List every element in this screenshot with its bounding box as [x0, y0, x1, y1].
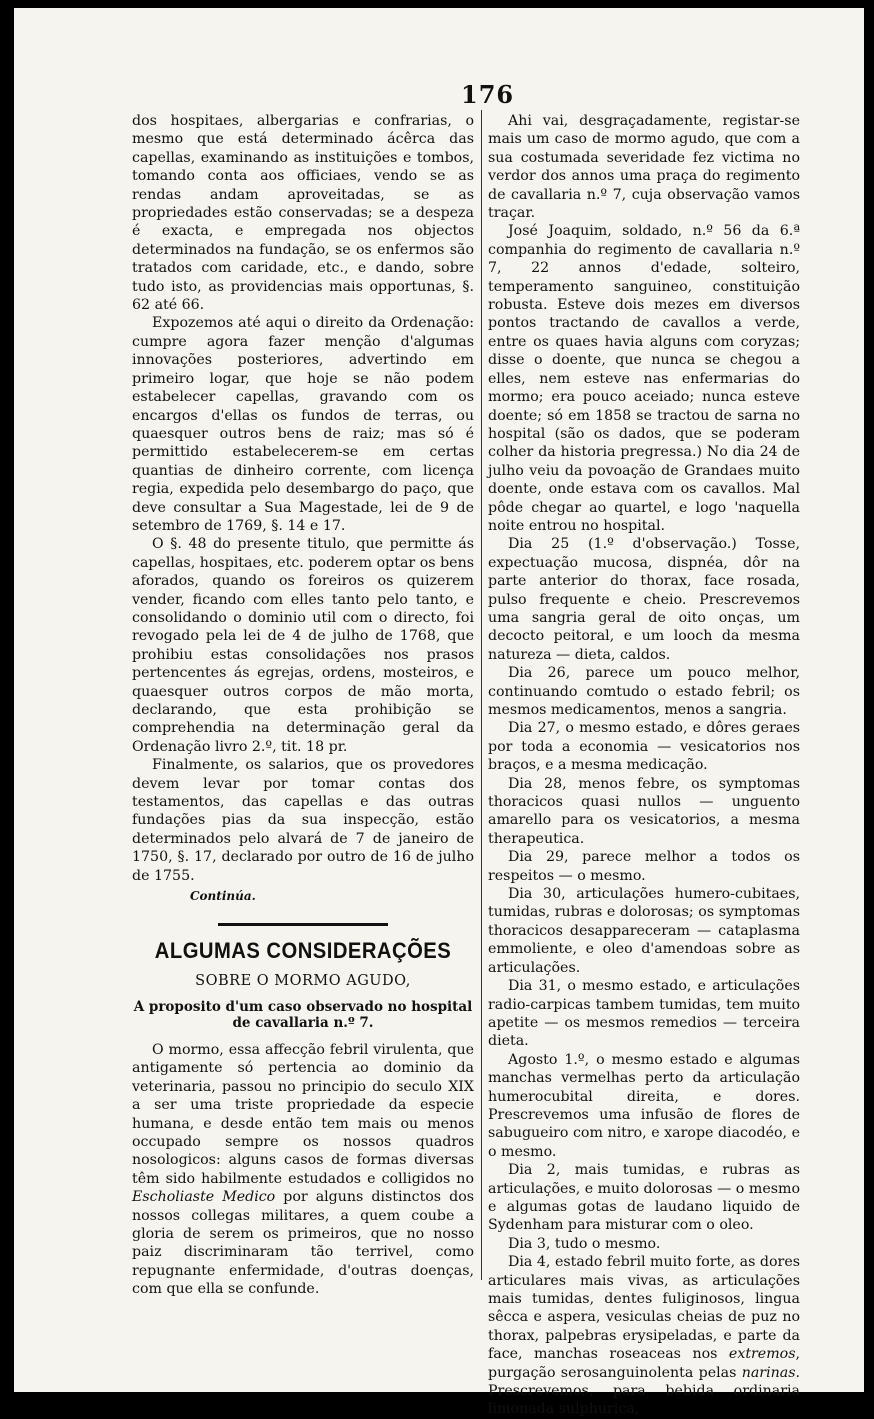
paragraph: Dia 25 (1.º d'observação.) Tosse, expectuação mucosa, dispnéa, dôr na parte anterior do thorax, face rosada, pulso frequente e cheio. Prescrevemos uma sangria geral de oito onças, um decocto peitoral, e um looch da mesma natureza — dieta, caldos.: [488, 536, 800, 663]
paragraph: Dia 3, tudo o mesmo.: [508, 1235, 661, 1252]
paragraph: Agosto 1.º, o mesmo estado e algumas manchas vermelhas perto da articulação humerocubital direita, e dores. Prescrevemos uma infusão de flores de sabugueiro com nitro, e xarope diacodéo, e o mesmo.: [488, 1051, 800, 1160]
left-column: [132, 112, 474, 1299]
journal-title: Escholiaste Medico: [132, 1189, 276, 1206]
paragraph: Dia 29, parece melhor a todos os respeitos — o mesmo.: [488, 849, 800, 884]
paragraph: Dia 30, articulações humero-cubitaes, tumidas, rubras e dolorosas; os symptomas thoracicos desappareceram — cataplasma emmoliente, e oleo d'amendoas sobre as articulações.: [488, 886, 800, 976]
article-title: ALGUMAS CONSIDERAÇÕES: [154, 938, 452, 964]
paragraph: Dia 2, mais tumidas, e rubras as articulações, e muito dolorosas — o mesmo e algumas gotas de laudano liquido de Sydenham para misturar com o oleo.: [488, 1162, 800, 1234]
paragraph: Dia 28, menos febre, os symptomas thoracicos quasi nullos — unguento amarello para os vesicatorios, a mesma therapeutica.: [488, 775, 800, 847]
paragraph: Dia 31, o mesmo estado, e articulações radio-carpicas tambem tumidas, tem muito apetite — os mesmos remedios — terceira dieta.: [488, 978, 800, 1050]
paragraph: Ahi vai, desgraçadamente, registar-se mais um caso de mormo agudo, que com a sua costumada severidade fez victima no verdor dos annos uma praça do regimento de cavallaria n.º 7, cuja observação vamos traçar.: [488, 113, 800, 222]
text-segment: Dia 4, estado febril muito forte, as dores articulares mais vivas, as articulações mais tumidas, dentes fuliginosos, lingua sêcca e aspera, vesiculas cheias de puz no thorax, palpebras erysipeladas, e parte da face, manchas roseaceas nos: [488, 1254, 800, 1363]
section-divider: [218, 923, 388, 926]
paragraph: O §. 48 do presente titulo, que permitte ás capellas, hospitaes, etc. poderem optar os bens aforados, quando os foreiros os quizerem vender, ficando com elles tanto pelo tanto, e consolidando o dominio util com o directo, foi revogado pela lei de 4 de julho de 1768, que prohibiu estas consolidações nos prasos pertencentes ás egrejas, ordens, mosteiros, e quaesquer outros corpos de mão morta, declarando, que esta prohibição se comprehendia na determinação geral da Ordenação livro 2.º, tit. 18 pr.: [132, 536, 474, 755]
emphasis: narinas: [741, 1364, 796, 1381]
text-segment: . Prescrevemos, para bebida ordinaria limonada sulphurica,: [488, 1364, 800, 1418]
continued-note: Continúa.: [190, 889, 256, 904]
text-segment: por alguns distinctos dos nossos collegas militares, a quem coube a gloria de serem os primeiros, que no nosso paiz discriminaram tão terrivel, como repugnante enfermidade, d'outras doenças, com que ella se confunde.: [132, 1189, 475, 1298]
paragraph: Finalmente, os salarios, que os provedores devem levar por tomar contas dos testamentos, das capellas e das outras fundações pias da sua inspecção, estão determinados pelo alvará de 7 de janeiro de 1750, §. 17, declarado por outro de 16 de julho de 1755.: [132, 757, 474, 884]
paragraph: Dia 27, o mesmo estado, e dôres geraes por toda a economia — vesicatorios nos braços, e a mesma medicação.: [488, 720, 800, 774]
text-segment: , purgação serosanguinolenta pelas: [488, 1346, 800, 1381]
paragraph: dos hospitaes, albergarias e confrarias, o mesmo que está determinado ácêrca das capellas, examinando as instituições e tombos, tomando conta aos officiaes, vendo se as rendas andam aproveitadas, se as propriedades estão conservadas; se a despeza é exacta, e empregada nos objectos determinados na fundação, se os enfermos são tratados com caridade, etc., e dando, sobre tudo isto, as providencias mais opportunas, §. 62 até 66.: [132, 113, 474, 314]
emphasis: extremos: [728, 1346, 796, 1363]
paragraph: [488, 1253, 800, 1419]
paragraph: José Joaquim, soldado, n.º 56 da 6.ª companhia do regimento de cavallaria n.º 7, 22 annos d'edade, solteiro, temperamento sanguineo, constituição robusta. Esteve dois mezes em diversos pontos tractando de cavallos a verde, entre os quaes havia alguns com coryzas; disse o doente, que nunca se chegou a elles, nem esteve nas enfermarias do mormo; era pouco aceiado; nunca esteve doente; só em 1858 se tractou de sarna no hospital (são os dados, que se poderam colher da historia pregressa.) No dia 24 de julho veiu da povoação de Grandaes muito doente, onde estava com os cavallos. Mal pôde chegar ao quartel, e logo 'naquella noite entrou no hospital.: [488, 223, 800, 534]
article-subtitle: SOBRE O MORMO AGUDO,: [195, 973, 411, 990]
paragraph: Dia 26, parece um pouco melhor, continuando comtudo o estado febril; os mesmos medicamentos, menos a sangria.: [488, 665, 800, 718]
right-column: [488, 112, 800, 1419]
paragraph: Expozemos até aqui o direito da Ordenação: cumpre agora fazer menção d'algumas innovações posteriores, advertindo em primeiro logar, que hoje se não podem estabelecer capellas, gravando com os encargos d'ellas os fundos de terras, ou quaesquer outros bens de raiz; mas só é permittido estabelecerem-se em certas quantias de dinheiro corrente, com licença regia, expedida pelo desembargo do paço, que deve consultar a Sua Magestade, lei de 9 de setembro de 1769, §. 14 e 17.: [132, 315, 474, 534]
paragraph: [132, 1041, 474, 1299]
article-note: A proposito d'um caso observado no hospital de cavallaria n.º 7.: [133, 998, 473, 1031]
text-segment: O mormo, essa affecção febril virulenta, que antigamente só pertencia ao dominio da veterinaria, passou no principio do seculo XIX a ser uma triste propriedade da especie humana, e desde então tem mais ou menos occupado sempre os nossos quadros nosologicos: alguns casos de formas diversas têm sido habilmente estudados e colligidos no: [132, 1041, 474, 1187]
column-divider: [481, 110, 482, 1280]
newspaper-page: [14, 8, 864, 1418]
page-number: 176: [461, 80, 515, 109]
